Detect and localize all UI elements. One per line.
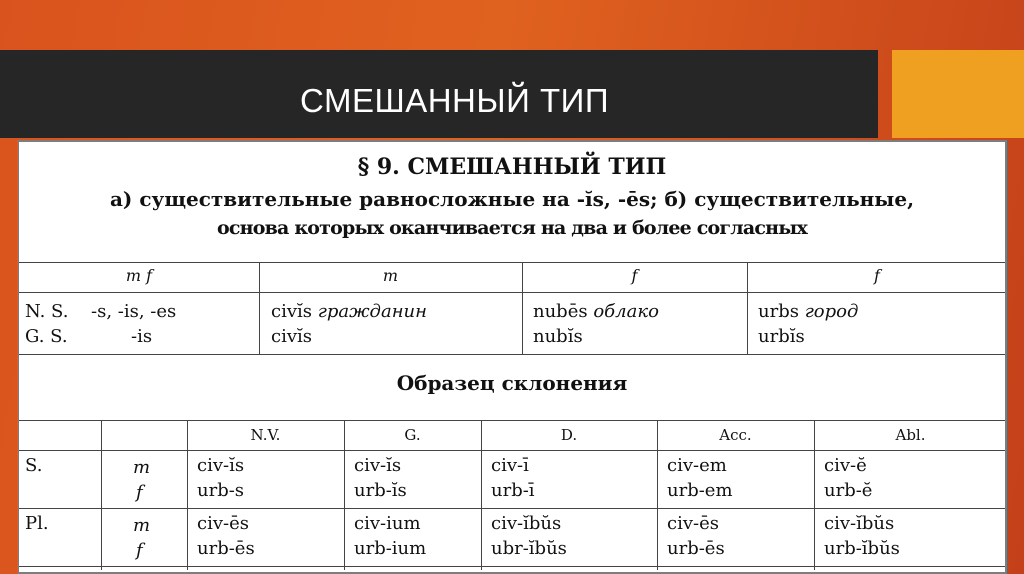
example-genitive: urbĭs bbox=[758, 326, 805, 347]
declension-form: ubr-ĭbŭs bbox=[491, 538, 567, 559]
declension-form: civ-ĭs bbox=[197, 455, 245, 476]
example-nominative: civĭs гражданин bbox=[271, 301, 428, 322]
section-subheading-line2: основа которых оканчивается на два и более согласных bbox=[217, 217, 807, 239]
declension-form: urb-ēs bbox=[197, 538, 255, 559]
gender-header: m f bbox=[125, 266, 153, 285]
example-gloss: гражданин bbox=[317, 301, 428, 322]
slide-title: СМЕШАННЫЙ ТИП bbox=[300, 82, 610, 119]
declension-form: civ-ĭbŭs bbox=[824, 513, 895, 534]
gender-header: m bbox=[382, 266, 399, 285]
table-rule bbox=[19, 508, 1005, 509]
number-label: Pl. bbox=[25, 513, 49, 534]
declension-form: civ-ium bbox=[354, 513, 421, 534]
accent-block bbox=[892, 50, 1024, 138]
declension-form: urb-s bbox=[197, 480, 245, 501]
grammar-table-scan bbox=[17, 140, 1007, 574]
declension-form: urb-em bbox=[667, 480, 733, 501]
table-rule bbox=[101, 420, 102, 570]
declension-form: civ-em bbox=[667, 455, 727, 476]
example-gloss: облако bbox=[593, 301, 659, 322]
case-header: Abl. bbox=[895, 426, 926, 444]
declension-form: civ-ēs bbox=[197, 513, 249, 534]
ns-endings: -s, -is, -es bbox=[91, 301, 177, 322]
gender-header: f bbox=[874, 266, 880, 285]
table-rule bbox=[19, 420, 1005, 421]
example-genitive: civĭs bbox=[271, 326, 313, 347]
declension-form: urb-ĭbŭs bbox=[824, 538, 900, 559]
ns-label: N. S. bbox=[25, 301, 69, 322]
gender-header: f bbox=[631, 266, 638, 285]
table-rule bbox=[19, 262, 1005, 263]
declension-form: urb-ēs bbox=[667, 538, 725, 559]
gs-label: G. S. bbox=[25, 326, 68, 347]
example-genitive: nubĭs bbox=[533, 326, 583, 347]
gender-label: f bbox=[136, 540, 143, 561]
table-rule bbox=[19, 292, 1005, 293]
gender-label: f bbox=[136, 482, 143, 503]
case-header: G. bbox=[404, 426, 421, 444]
case-header: D. bbox=[560, 426, 578, 444]
case-header: N.V. bbox=[250, 426, 281, 444]
declension-form: urb-ī bbox=[491, 480, 535, 501]
gender-label: m bbox=[133, 457, 151, 478]
declension-form: civ-ī bbox=[491, 455, 529, 476]
declension-form: urb-ĭs bbox=[354, 480, 407, 501]
gender-label: m bbox=[133, 515, 151, 536]
declension-form: urb-ĕ bbox=[824, 480, 873, 501]
declension-form: urb-ium bbox=[354, 538, 427, 559]
section-heading: § 9. СМЕШАННЫЙ ТИП bbox=[357, 154, 667, 180]
case-header: Acc. bbox=[719, 426, 752, 444]
gs-endings: -is bbox=[131, 326, 153, 347]
example-nominative: nubēs облако bbox=[533, 301, 659, 322]
declension-form: civ-ĕ bbox=[824, 455, 867, 476]
declension-form: civ-ēs bbox=[667, 513, 719, 534]
example-gloss: город bbox=[804, 301, 859, 322]
table-rule bbox=[19, 354, 1005, 355]
declension-form: civ-ĭs bbox=[354, 455, 402, 476]
paradigm-title: Образец склонения bbox=[396, 371, 628, 395]
example-nominative: urbs город bbox=[758, 301, 859, 322]
section-subheading-line1: а) существительные равносложные на -ĭs, -ēs; б) существительные, bbox=[109, 187, 915, 211]
table-rule bbox=[19, 566, 1005, 567]
number-label: S. bbox=[25, 455, 43, 476]
table-rule bbox=[19, 450, 1005, 451]
declension-form: civ-ĭbŭs bbox=[491, 513, 562, 534]
